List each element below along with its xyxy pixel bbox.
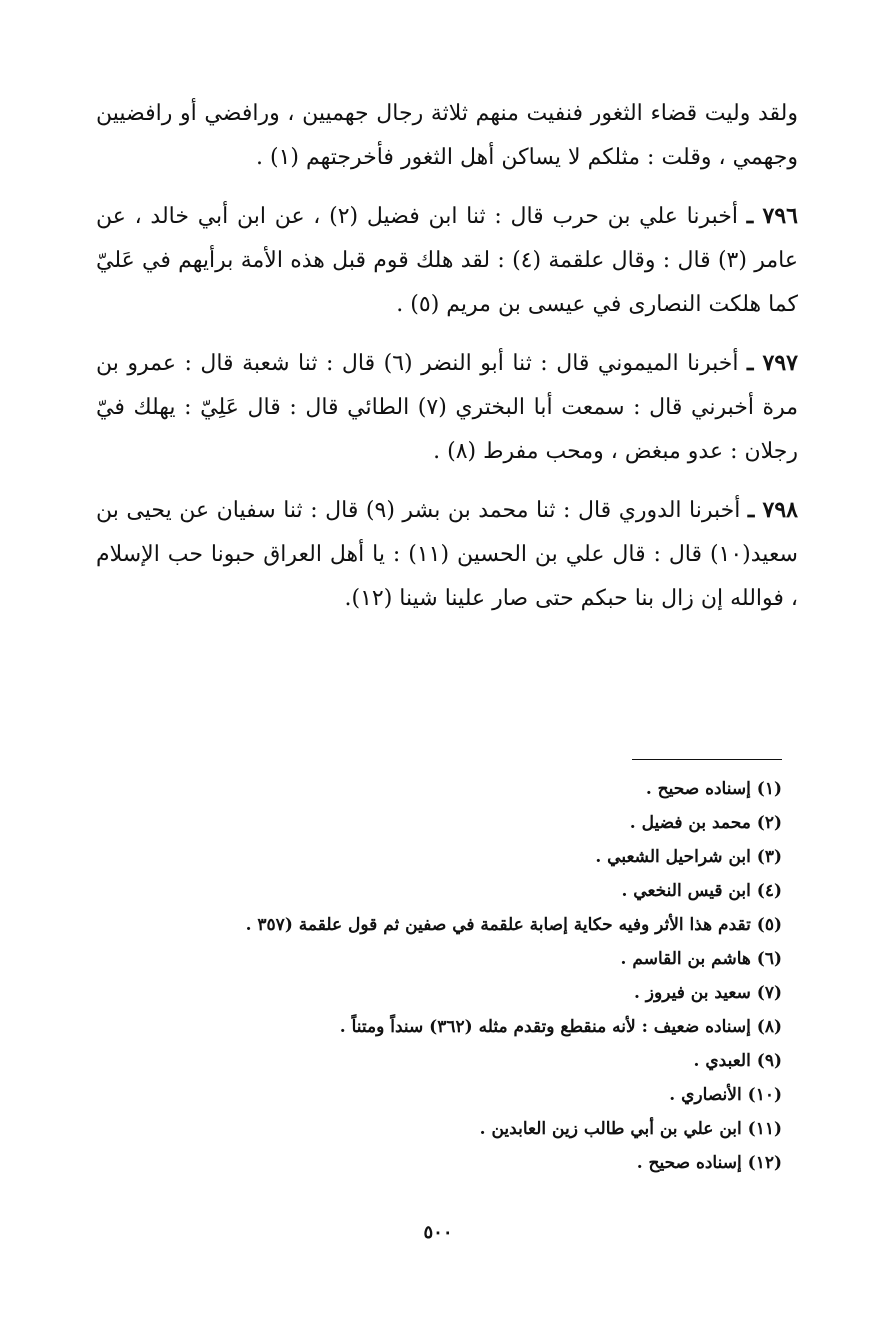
footnote-marker: (٤) xyxy=(756,881,782,901)
footnote-marker: (٥) xyxy=(756,915,782,935)
footnote-text: إسناده صحيح . xyxy=(645,779,751,799)
footnote xyxy=(142,908,782,942)
footnote-marker: (١١) xyxy=(747,1119,782,1139)
entry-number: ٧٩٨ ـ xyxy=(747,497,798,523)
footnote xyxy=(142,942,782,976)
footnote xyxy=(142,1112,782,1146)
footnote-marker: (٨) xyxy=(756,1017,782,1037)
intro-paragraph xyxy=(96,92,798,180)
entry-number: ٧٩٧ ـ xyxy=(746,350,798,376)
footnote-text: إسناده صحيح . xyxy=(636,1153,742,1173)
intro-text: ولقد وليت قضاء الثغور فنفيت منهم ثلاثة رجال جهميين ، ورافضي أو رافضيين وجهمي ، وقلت : مثلكم لا يساكن أهل الثغور فأخرجتهم (١) . xyxy=(96,101,798,170)
footnotes-list xyxy=(142,772,782,1180)
footnote-marker: (٧) xyxy=(756,983,782,1003)
main-text xyxy=(96,92,798,621)
footnote-text: الأنصاري . xyxy=(669,1085,742,1105)
footnote-marker: (١٠) xyxy=(747,1085,782,1105)
entry-text: أخبرنا علي بن حرب قال : ثنا ابن فضيل (٢) ، عن ابن أبي خالد ، عن عامر (٣) قال : وقال علقمة (٤) : لقد هلك قوم قبل هذه الأمة برأيهم في عَليّ كما هلكت النصارى في عيسى بن مريم (٥) . xyxy=(96,204,798,317)
footnote-marker: (٣) xyxy=(756,847,782,867)
footnote xyxy=(142,1078,782,1112)
entry-text: أخبرنا الدوري قال : ثنا محمد بن بشر (٩) قال : ثنا سفيان عن يحيى بن سعيد(١٠) قال : قال علي بن الحسين (١١) : يا أهل العراق حبونا حب الإسلام ، فوالله إن زال بنا حبكم حتى صار علينا شينا (١٢). xyxy=(96,498,798,611)
footnote-text: محمد بن فضيل . xyxy=(629,813,751,833)
hadith-entry xyxy=(96,194,798,327)
footnote-text: تقدم هذا الأثر وفيه حكاية إصابة علقمة في صفين ثم قول علقمة (٣٥٧ . xyxy=(245,915,751,935)
footnote-text: ابن شراحيل الشعبي . xyxy=(595,847,751,867)
footnote xyxy=(142,1146,782,1180)
footnote-marker: (٢) xyxy=(756,813,782,833)
footnote-text: إسناده ضعيف : لأنه منقطع وتقدم مثله (٣٦٢) سنداً ومتناً . xyxy=(339,1017,751,1037)
footnote-text: ابن علي بن أبي طالب زين العابدين . xyxy=(479,1119,742,1139)
hadith-entry xyxy=(96,488,798,621)
footnote-separator xyxy=(632,759,782,760)
footnote-marker: (٩) xyxy=(756,1051,782,1071)
footnote xyxy=(142,772,782,806)
footnote xyxy=(142,840,782,874)
footnote-text: ابن قيس النخعي . xyxy=(621,881,751,901)
footnote xyxy=(142,976,782,1010)
page-number: ٥٠٠ xyxy=(423,1222,453,1243)
entry-text: أخبرنا الميموني قال : ثنا أبو النضر (٦) قال : ثنا شعبة قال : عمرو بن مرة أخبرني قال : سمعت أبا البختري (٧) الطائي قال : قال عَلِيّ : يهلك فيّ رجلان : عدو مبغض ، ومحب مفرط (٨) . xyxy=(96,351,798,464)
footnote xyxy=(142,806,782,840)
footnote xyxy=(142,874,782,908)
footnote-text: سعيد بن فيروز . xyxy=(633,983,751,1003)
footnote-marker: (١) xyxy=(756,779,782,799)
footnote-text: العبدي . xyxy=(693,1051,751,1071)
footnote-text: هاشم بن القاسم . xyxy=(620,949,751,969)
entry-number: ٧٩٦ ـ xyxy=(746,203,798,229)
footnote-marker: (٦) xyxy=(756,949,782,969)
footnote xyxy=(142,1010,782,1044)
hadith-entry xyxy=(96,341,798,474)
footnote-marker: (١٢) xyxy=(747,1153,782,1173)
footnote xyxy=(142,1044,782,1078)
